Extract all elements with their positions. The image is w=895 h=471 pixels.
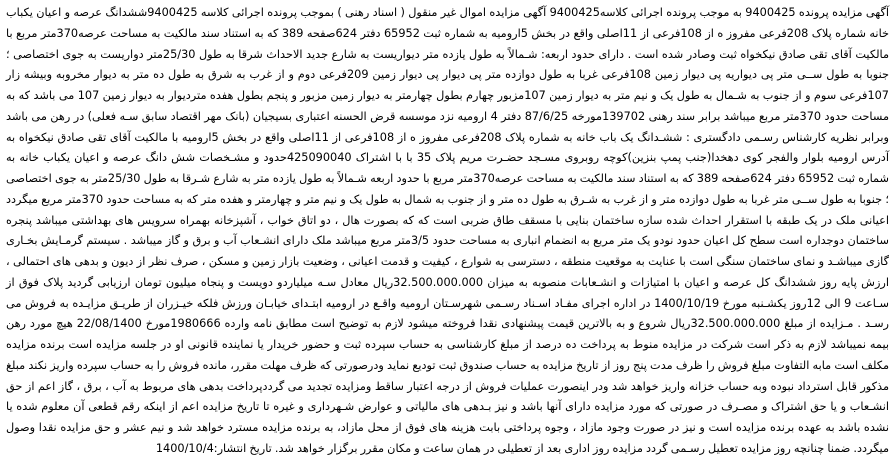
auction-notice-text: آگهی مزایده پرونده 9400425 به موجب پرونده اجرائی کلاسه9400425 آگهی مزایده اموال غیر منقول ( اسناد رهنی ) بموجب پرونده اجرائی کلاسه 9400425ششدانگ عرصه و اعیان یکباب خانه شماره پلاک 208فرعی مفروز ه از 108فرعی از 11اصلی واقع در بخش 5ارومیه به شماره ثبت 65952 دفتر 624صفحه 389 که به استناد سند مالکیت به مساحت عرصه370متر مربع با مالکیت آقای تقی صادق نیکخواه ثبت وصادر شده است . دارای حدود اربعه: شـمالاً به طول یازده متر دیواریست به شارع جدید الاحداث شرقا به طول 25/30متر دواریست به جوی اختصاصی ؛ جنوبا به طول ســی متر پی دیواریه پی دیوار زمین 108فرعی غربا به طول دوازده متر پی دیوار پی دیوار زمین 209فرعی دوم و از غرب به شرق به طول ده متر به دیوار مخروبه وبیشه زار 107فرعی سوم و از جنوب به شـمال به طول یک و نیم متر به دیوار زمین 107مزبور چهارم بطول چهارمتر به دیوار زمین مزبور و پنجم بطول هفده متردیوار به دیوار زمین 107 می باشد که به مساحت حدود 370متر مربع میباشد برابر سند رهنی 139702مورخه 87/6/25 دفتر 4 ارومیه نزد موسسه قرض الحسنه اعتباری بسیجیان (بانک مهر اقتصاد سابق سـه فعلی) در رهن می باشد وبرابر نظریه کارشناس رسـمی دادگستری : ششـدانگ یک باب خانه به شماره پلاک 208فرعی مفروز ه از 108فرعی از 11اصلی واقع در بخش 5ارومیه با مالکیت آقای تقی صادق نیکخواه به آدرس ارومیه بلوار والفجر کوی دهخدا(جنب پمپ بنزین)کوچه روبروی مسـجد حضـرت مریم پلاک 35 با با اشتراک 425090040حدود و مشـخصات شش دانگ عرصه و اعیان یکباب خانه به شماره ثبت 65952 دفتر 624صفحه 389 که به استناد سند مالکیت به مساحت عرصه370متر مربع با حدود اربعه شـمالاً به طول یازده متر به شارع شـرقا به طول 25/30متر به جوی اختصاصی ؛ جنوبا به طول ســی متر غربا به طول دوازده متر و از غرب به شـرق به طول ده متر و از جنوب به شمال به طول یک و نیم متر و چهارمتر و هفده متر که به مساحت حدود 370متر مربع میگردد اعیانی ملک در یک طبقه با استقرار احداث شده سازه ساختمان بنایی با مسقف طاق ضربی است که که بصورت هال ، دو اتاق خواب ، آشپزخانه بهمراه سرویس های بهداشتی میباشد پنجره ساختمان دوجداره است سطح کل اعیان حدود نودو یک متر مربع به انضمام انباری به مساحت حدود 3/5متر مربع میباشد ملک دارای انشـعاب آب و برق و گاز میباشد . سیستم گرمـایش بخـاری گازی میباشـد و نمای ساختمان سنگی است با عنایت به موقعیت منطقه ، دسترسی به شوارع ، کیفیت و قدمت اعیانی ، وضعیت بازار زمین و مسکن ، صرف نظر از دیون و بدهی های احتمالی ، ارزش پایه روز ششدانگ کل عرصه و اعیان با امتیازات و انشـعابات منصوبه به میزان 32.500.000.000ریال معادل سـه میلیاردو دویست و پنجاه میلیون تومان ارزیابی گردید پلاک فوق از سـاعت 9 الی 12روز یکشـنبه مورخ 1400/10/19 در اداره اجرای مفـاد اسـناد رسـمی شهرسـتان ارومیه واقـع در ارومیه ابتـدای خیابـان ورزش فلکه خیـزران از طریـق مزایـده به فروش می رسـد . مـزایده از مبلغ 32.500.000.000ریال شروع و به بالاترین قیمت پیشنهادی نقدا فروخته میشود لازم به توضیح است مطابق نامه وارده 1980666مورخ 22/08/1400 هیچ مورد رهن بیمه نمیباشد لازم به ذکر است شرکت در مزایده منوط به پرداخت ده درصد از مبلغ کارشناسی به حساب سپرده ثبت و حضور خریدار یا نماینده قانونی او در جلسه مزایده است برنده مزایده مکلف است مابه التفاوت مبلغ فروش را ظرف مدت پنج روز از تاریخ مزایده به حساب صندوق ثبت تودیع نماید ودرصورتی که ظرف مهلت مقرر، مانده فروش را به حساب سپرده واریز نکند مبلغ مذکور قابل استرداد نبوده وبه حساب خزانه واریز خواهد شد ودر اینصورت عملیات فروش از درجه اعتبار ساقط ومزایده تجدید می گرددپرداخت بدهی های مربوط به آب ، برق ، گاز اعم از حق انشـعاب و یا حق اشتراک و مصـرف در صورتی که مورد مزایده دارای آنها باشد و نیز بـدهی های مالیاتی و عوارض شـهرداری و غیره تا تاریخ مزایده اعم از اینکه رقم قطعی آن معلوم شده یا نشده باشد به عهده برنده مزایده است و نیز در صورت وجود مازاد ، وجوه پرداختی بابت هزینه های فوق از محل مازاد، به برنده مزایده مسترد خواهد شد و نیم عشر و حق مزایده نقدا وصول میگردد. ضمنا چنانچه روز مزایده تعطیل رسـمی گردد مزایده روز اداری بعد از تعطیلی در همان ساعت و مکان مقرر برگزار خواهد شد. تاریخ انتشار:1400/10/4	[6, 6, 890, 455]
